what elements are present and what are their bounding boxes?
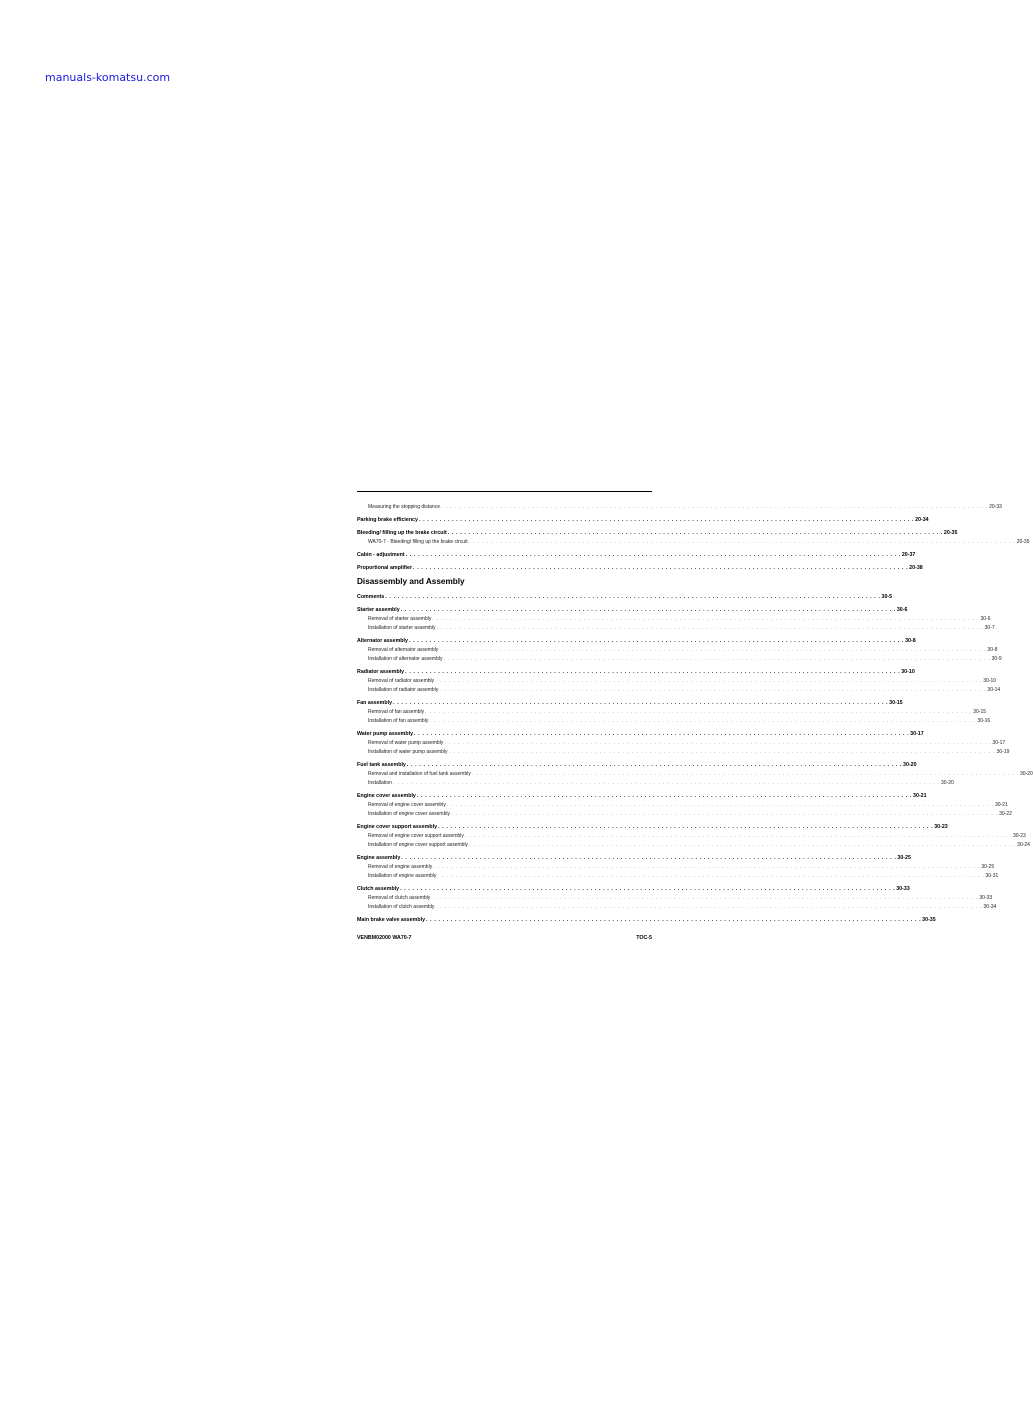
toc-entry[interactable]	[357, 854, 911, 863]
toc-leader-dots: . . . . . . . . . . . . . . . . . . . . . . . . . . . . . . . . . . . . . . . . . . . . . . . . . . . . . . . . . . . . . . . . . . . . . . . . . . . . . . . . . . . . . . . . . . . . . . . . . . . . . . . . . . . . . . . . . . . . . . . .	[385, 594, 881, 600]
toc-entry[interactable]	[357, 529, 958, 538]
toc-entry-page: 30-23	[934, 824, 948, 830]
toc-entry-title: Engine cover assembly	[357, 793, 416, 799]
toc-entry-page: 20-35	[1016, 539, 1030, 545]
toc-leader-dots: . . . . . . . . . . . . . . . . . . . . . . . . . . . . . . . . . . . . . . . . . . . . . . . . . . . . . . . . . . . . . . . . . . . . . . . . . . . . . . . . . . . . . . . . . . . . . . . . . . . . . . . . . . . . . . . . . . . . . . . .	[439, 647, 987, 653]
page-footer	[357, 935, 652, 941]
toc-entry-title: Installation of engine cover assembly	[368, 811, 450, 817]
toc-entry-title: Alternator assembly	[357, 638, 408, 644]
toc-entry-page: 30-21	[994, 802, 1008, 808]
toc-leader-dots: . . . . . . . . . . . . . . . . . . . . . . . . . . . . . . . . . . . . . . . . . . . . . . . . . . . . . . . . . . . . . . . . . . . . . . . . . . . . . . . . . . . . . . . . . . . . . . . . . . . . . . . . . . . . . . . . . . . . . . . .	[405, 669, 901, 675]
toc-entry-title: Removal of engine cover support assembly	[368, 833, 464, 839]
toc-entry-page: 30-8	[987, 647, 998, 653]
toc-page	[357, 491, 1033, 925]
toc-subentry[interactable]	[357, 677, 997, 686]
toc-entry-title: Engine cover support assembly	[357, 824, 438, 830]
toc-leader-dots: . . . . . . . . . . . . . . . . . . . . . . . . . . . . . . . . . . . . . . . . . . . . . . . . . . . . . . . . . . . . . . . . . . . . . . . . . . . . . . . . . . . . . . . . . . . . . . . . . . . . . . . . . . . . . . . . . . . . . . . .	[400, 886, 896, 892]
toc-leader-dots: . . . . . . . . . . . . . . . . . . . . . . . . . . . . . . . . . . . . . . . . . . . . . . . . . . . . . . . . . . . . . . . . . . . . . . . . . . . . . . . . . . . . . . . . . . . . . . . . . . . . . . . . . . . . . . . . . . . . . . . .	[418, 517, 915, 523]
toc-entry-page: 20-34	[915, 517, 929, 523]
toc-entry[interactable]	[357, 668, 915, 677]
toc-leader-dots: . . . . . . . . . . . . . . . . . . . . . . . . . . . . . . . . . . . . . . . . . . . . . . . . . . . . . . . . . . . . . . . . . . . . . . . . . . . . . . . . . . . . . . . . . . . . . . . . . . . . . . . . . . . . . . . . . . . . . . . .	[432, 616, 980, 622]
toc-entry-title: Radiator assembly	[357, 669, 405, 675]
toc-entry-page: 30-19	[996, 749, 1010, 755]
toc-entry-page: 30-24	[1017, 842, 1030, 848]
toc-leader-dots: . . . . . . . . . . . . . . . . . . . . . . . . . . . . . . . . . . . . . . . . . . . . . . . . . . . . . . . . . . . . . . . . . . . . . . . . . . . . . . . . . . . . . . . . . . . . . . . . . . . . . . . . . . . . . . . . . . . . . . . .	[447, 530, 943, 536]
toc-leader-dots: . . . . . . . . . . . . . . . . . . . . . . . . . . . . . . . . . . . . . . . . . . . . . . . . . . . . . . . . . . . . . . . . . . . . . . . . . . . . . . . . . . . . . . . . . . . . . . . . . . . . . . . . . . . . . . . . . . . . . . . .	[400, 607, 896, 613]
toc-entry[interactable]	[357, 916, 936, 925]
toc-entry-title: Removal and installation of fuel tank assembly	[368, 771, 471, 777]
toc-entry-page: 30-7	[984, 625, 995, 631]
toc-entry-title: Main brake valve assembly	[357, 917, 426, 923]
toc-subentry[interactable]	[357, 739, 1006, 748]
toc-entry-page: 30-33	[979, 895, 993, 901]
toc-entry-page: 30-15	[889, 700, 903, 706]
toc-entry-title: Installation of starter assembly	[368, 625, 436, 631]
toc-entry[interactable]	[357, 885, 910, 894]
toc-entry-page: 30-34	[983, 904, 997, 910]
toc-entry-page: 30-35	[922, 917, 936, 923]
toc-entry-title: Proportional amplifier	[357, 565, 413, 571]
toc-bottom-list	[357, 593, 1033, 925]
toc-leader-dots: . . . . . . . . . . . . . . . . . . . . . . . . . . . . . . . . . . . . . . . . . . . . . . . . . . . . . . . . . . . . . . . . . . . . . . . . . . . . . . . . . . . . . . . . . . . . . . . . . . . . . . . . . . . . . . . . . . . . . . . .	[406, 762, 902, 768]
toc-entry-page: 30-21	[913, 793, 927, 799]
toc-leader-dots: . . . . . . . . . . . . . . . . . . . . . . . . . . . . . . . . . . . . . . . . . . . . . . . . . . . . . . . . . . . . . . . . . . . . . . . . . . . . . . . . . . . . . . . . . . . . . . . . . . . . . . . . . . . . . . . . . . . . . . . .	[446, 802, 994, 808]
toc-entry-title: Clutch assembly	[357, 886, 400, 892]
toc-leader-dots: . . . . . . . . . . . . . . . . . . . . . . . . . . . . . . . . . . . . . . . . . . . . . . . . . . . . . . . . . . . . . . . . . . . . . . . . . . . . . . . . . . . . . . . . . . . . . . . . . . . . . . . . . . . . . . . . . . . . . . . .	[416, 793, 913, 799]
toc-entry-title: Bleeding/ filling up the brake circuit	[357, 530, 447, 536]
toc-leader-dots: . . . . . . . . . . . . . . . . . . . . . . . . . . . . . . . . . . . . . . . . . . . . . . . . . . . . . . . . . . . . . . . . . . . . . . . . . . . . . . . . . . . . . . . . . . . . . . . . . . . . . . . . . . . . . . . . . . . . . . . .	[437, 873, 985, 879]
toc-leader-dots: . . . . . . . . . . . . . . . . . . . . . . . . . . . . . . . . . . . . . . . . . . . . . . . . . . . . . . . . . . . . . . . . . . . . . . . . . . . . . . . . . . . . . . . . . . . . . . . . . . . . . . . . . . . . . . . . . . . . . . . .	[469, 842, 1017, 848]
toc-entry-title: Installation of alternator assembly	[368, 656, 443, 662]
toc-leader-dots: . . . . . . . . . . . . . . . . . . . . . . . . . . . . . . . . . . . . . . . . . . . . . . . . . . . . . . . . . . . . . . . . . . . . . . . . . . . . . . . . . . . . . . . . . . . . . . . . . . . . . . . . . . . . . . . . . . . . . . . .	[444, 740, 992, 746]
toc-subentry[interactable]	[357, 646, 998, 655]
toc-leader-dots: . . . . . . . . . . . . . . . . . . . . . . . . . . . . . . . . . . . . . . . . . . . . . . . . . . . . . . . . . . . . . . . . . . . . . . . . . . . . . . . . . . . . . . . . . . . . . . . . . . . . . . . . . . . . . . . . . . . . . . . .	[392, 780, 941, 786]
toc-entry-page: 30-20	[1019, 771, 1033, 777]
toc-entry-title: Measuring the stopping distance	[368, 504, 440, 510]
toc-entry-page: 30-25	[981, 864, 995, 870]
toc-leader-dots: . . . . . . . . . . . . . . . . . . . . . . . . . . . . . . . . . . . . . . . . . . . . . . . . . . . . . . . . . . . . . . . . . . . . . . . . . . . . . . . . . . . . . . . . . . . . . . . . . . . . . . . . . . . . . . . . . . . . . . . .	[438, 824, 934, 830]
site-link[interactable]: manuals-komatsu.com	[45, 71, 171, 84]
toc-subentry[interactable]	[357, 708, 987, 717]
toc-entry-page: 30-10	[901, 669, 915, 675]
toc-subentry[interactable]	[357, 655, 1002, 664]
toc-leader-dots: . . . . . . . . . . . . . . . . . . . . . . . . . . . . . . . . . . . . . . . . . . . . . . . . . . . . . . . . . . . . . . . . . . . . . . . . . . . . . . . . . . . . . . . . . . . . . . . . . . . . . . . . . . . . . . . . . . . . . . . .	[405, 552, 901, 558]
toc-leader-dots: . . . . . . . . . . . . . . . . . . . . . . . . . . . . . . . . . . . . . . . . . . . . . . . . . . . . . . . . . . . . . . . . . . . . . . . . . . . . . . . . . . . . . . . . . . . . . . . . . . . . . . . . . . . . . . . . . . . . . . . .	[439, 687, 987, 693]
toc-entry[interactable]	[357, 761, 917, 770]
toc-entry-title: Removal of clutch assembly	[368, 895, 431, 901]
toc-leader-dots: . . . . . . . . . . . . . . . . . . . . . . . . . . . . . . . . . . . . . . . . . . . . . . . . . . . . . . . . . . . . . . . . . . . . . . . . . . . . . . . . . . . . . . . . . . . . . . . . . . . . . . . . . . . . . . . . . . . . . . . .	[435, 678, 983, 684]
toc-entry-title: Removal of starter assembly	[368, 616, 432, 622]
toc-subentry[interactable]	[357, 801, 1008, 810]
toc-subentry[interactable]	[357, 903, 997, 912]
toc-entry-title: Comments	[357, 594, 385, 600]
toc-entry-page: 30-17	[992, 740, 1006, 746]
toc-entry-page: 30-33	[896, 886, 910, 892]
toc-leader-dots: . . . . . . . . . . . . . . . . . . . . . . . . . . . . . . . . . . . . . . . . . . . . . . . . . . . . . . . . . . . . . . . . . . . . . . . . . . . . . . . . . . . . . . . . . . . . . . . . . . . . . . . . . . . . . . . . . . . . . . . .	[413, 565, 909, 571]
toc-leader-dots: . . . . . . . . . . . . . . . . . . . . . . . . . . . . . . . . . . . . . . . . . . . . . . . . . . . . . . . . . . . . . . . . . . . . . . . . . . . . . . . . . . . . . . . . . . . . . . . . . . . . . . . . . . . . . . . . . . . . . . . .	[436, 625, 984, 631]
toc-entry-title: Water pump assembly	[357, 731, 414, 737]
toc-leader-dots: . . . . . . . . . . . . . . . . . . . . . . . . . . . . . . . . . . . . . . . . . . . . . . . . . . . . . . . . . . . . . . . . . . . . . . . . . . . . . . . . . . . . . . . . . . . . . . . . . . . . . . . . . . . . . . . . . . . . . . . .	[414, 731, 910, 737]
toc-entry[interactable]	[357, 823, 948, 832]
toc-entry[interactable]	[357, 792, 927, 801]
toc-leader-dots: . . . . . . . . . . . . . . . . . . . . . . . . . . . . . . . . . . . . . . . . . . . . . . . . . . . . . . . . . . . . . . . . . . . . . . . . . . . . . . . . . . . . . . . . . . . . . . . . . . . . . . . . . . . . . . . . . . . . . . . .	[393, 700, 889, 706]
toc-leader-dots: . . . . . . . . . . . . . . . . . . . . . . . . . . . . . . . . . . . . . . . . . . . . . . . . . . . . . . . . . . . . . . . . . . . . . . . . . . . . . . . . . . . . . . . . . . . . . . . . . . . . . . . . . . . . . . . . . . . . . . . .	[468, 539, 1016, 545]
footer-page-number: TOC-5	[636, 935, 652, 941]
toc-entry-page: 20-37	[901, 552, 916, 558]
toc-subentry[interactable]	[357, 894, 993, 903]
toc-leader-dots: . . . . . . . . . . . . . . . . . . . . . . . . . . . . . . . . . . . . . . . . . . . . . . . . . . . . . . . . . . . . . . . . . . . . . . . . . . . . . . . . . . . . . . . . . . . . . . . . . . . . . . . . . . . . . . . . . . . . . . . .	[429, 718, 977, 724]
toc-entry-title: Removal of engine cover assembly	[368, 802, 446, 808]
toc-entry-title: Removal of radiator assembly	[368, 678, 435, 684]
toc-entry-page: 30-9	[991, 656, 1002, 662]
toc-subentry[interactable]	[357, 841, 1030, 850]
toc-entry-page: 30-16	[977, 718, 991, 724]
toc-subentry[interactable]	[357, 686, 1001, 695]
toc-entry-title: Removal of engine assembly	[368, 864, 433, 870]
toc-subentry[interactable]	[357, 624, 995, 633]
toc-subentry[interactable]	[357, 770, 1033, 779]
toc-entry[interactable]	[357, 637, 916, 646]
toc-entry-page: 30-25	[897, 855, 911, 861]
toc-entry-page: 30-20	[903, 762, 917, 768]
toc-leader-dots: . . . . . . . . . . . . . . . . . . . . . . . . . . . . . . . . . . . . . . . . . . . . . . . . . . . . . . . . . . . . . . . . . . . . . . . . . . . . . . . . . . . . . . . . . . . . . . . . . . . . . . . . . . . . . . . . . . . . . . . .	[433, 864, 981, 870]
section-title: Disassembly and Assembly	[357, 577, 465, 586]
toc-subentry[interactable]	[357, 615, 991, 624]
toc-entry-page: 30-8	[905, 638, 916, 644]
toc-subentry[interactable]	[357, 863, 995, 872]
toc-leader-dots: . . . . . . . . . . . . . . . . . . . . . . . . . . . . . . . . . . . . . . . . . . . . . . . . . . . . . . . . . . . . . . . . . . . . . . . . . . . . . . . . . . . . . . . . . . . . . . . . . . . . . . . . . . . . . . . . . . . . . . . .	[431, 895, 979, 901]
toc-entry-title: WA70-7 - Bleeding/ filling up the brake circuit	[368, 539, 468, 545]
toc-leader-dots: . . . . . . . . . . . . . . . . . . . . . . . . . . . . . . . . . . . . . . . . . . . . . . . . . . . . . . . . . . . . . . . . . . . . . . . . . . . . . . . . . . . . . . . . . . . . . . . . . . . . . . . . . . . . . . . . . . . . . . . .	[408, 638, 905, 644]
toc-entry-title: Parking brake efficiency	[357, 517, 418, 523]
toc-entry[interactable]	[357, 699, 903, 708]
toc-entry-title: Installation of radiator assembly	[368, 687, 439, 693]
toc-leader-dots: . . . . . . . . . . . . . . . . . . . . . . . . . . . . . . . . . . . . . . . . . . . . . . . . . . . . . . . . . . . . . . . . . . . . . . . . . . . . . . . . . . . . . . . . . . . . . . . . . . . . . . . . . . . . . . . . . . . . . . . .	[426, 917, 922, 923]
toc-entry-title: Engine assembly	[357, 855, 401, 861]
toc-entry-title: Removal of fan assembly	[368, 709, 425, 715]
toc-entry[interactable]	[357, 730, 924, 739]
toc-entry-title: Installation of clutch assembly	[368, 904, 435, 910]
toc-entry[interactable]	[357, 516, 929, 525]
toc-entry-page: 30-23	[1013, 833, 1026, 839]
toc-entry-page: 20-38	[909, 565, 923, 571]
toc-entry-title: Cabin - adjustment	[357, 552, 405, 558]
header-rule	[357, 491, 652, 492]
toc-entry-page: 20-33	[989, 504, 1002, 510]
toc-entry-page: 20-35	[943, 530, 958, 536]
toc-entry[interactable]	[357, 593, 893, 602]
toc-entry-page: 30-10	[983, 678, 997, 684]
toc-leader-dots: . . . . . . . . . . . . . . . . . . . . . . . . . . . . . . . . . . . . . . . . . . . . . . . . . . . . . . . . . . . . . . . . . . . . . . . . . . . . . . . . . . . . . . . . . . . . . . . . . . . . . . . . . . . . . . . . . . . . . . . .	[464, 833, 1012, 839]
toc-entry-title: Removal of water pump assembly	[368, 740, 444, 746]
toc-entry-title: Installation	[368, 780, 392, 786]
toc-subentry[interactable]	[357, 503, 1002, 512]
toc-entry-page: 30-6	[980, 616, 991, 622]
toc-entry-title: Installation of engine cover support assembly	[368, 842, 469, 848]
toc-leader-dots: . . . . . . . . . . . . . . . . . . . . . . . . . . . . . . . . . . . . . . . . . . . . . . . . . . . . . . . . . . . . . . . . . . . . . . . . . . . . . . . . . . . . . . . . . . . . . . . . . . . . . . . . . . . . . . . . . . . . . . . .	[443, 656, 991, 662]
toc-subentry[interactable]	[357, 810, 1012, 819]
toc-subentry[interactable]	[357, 779, 954, 788]
toc-subentry[interactable]	[357, 832, 1026, 841]
toc-entry-page: 30-17	[910, 731, 924, 737]
toc-entry[interactable]	[357, 606, 908, 615]
toc-leader-dots: . . . . . . . . . . . . . . . . . . . . . . . . . . . . . . . . . . . . . . . . . . . . . . . . . . . . . . . . . . . . . . . . . . . . . . . . . . . . . . . . . . . . . . . . . . . . . . . . . . . . . . . . . . . . . . . . . . . . . . . .	[435, 904, 983, 910]
toc-leader-dots: . . . . . . . . . . . . . . . . . . . . . . . . . . . . . . . . . . . . . . . . . . . . . . . . . . . . . . . . . . . . . . . . . . . . . . . . . . . . . . . . . . . . . . . . . . . . . . . . . . . . . . . . . . . . . . . . . . . . . . . .	[448, 749, 996, 755]
toc-entry-page: 30-15	[973, 709, 987, 715]
toc-subentry[interactable]	[357, 717, 991, 726]
toc-entry-page: 30-22	[999, 811, 1012, 817]
toc-entry-page: 30-6	[896, 607, 908, 613]
toc-leader-dots: . . . . . . . . . . . . . . . . . . . . . . . . . . . . . . . . . . . . . . . . . . . . . . . . . . . . . . . . . . . . . . . . . . . . . . . . . . . . . . . . . . . . . . . . . . . . . . . . . . . . . . . . . . . . . . . . . . . . . . . .	[425, 709, 973, 715]
toc-entry-title: Fan assembly	[357, 700, 393, 706]
toc-subentry[interactable]	[357, 748, 1010, 757]
toc-entry-title: Installation of water pump assembly	[368, 749, 448, 755]
toc-entry-title: Starter assembly	[357, 607, 400, 613]
toc-subentry[interactable]	[357, 538, 1030, 547]
toc-entry-title: Installation of engine assembly	[368, 873, 437, 879]
toc-leader-dots: . . . . . . . . . . . . . . . . . . . . . . . . . . . . . . . . . . . . . . . . . . . . . . . . . . . . . . . . . . . . . . . . . . . . . . . . . . . . . . . . . . . . . . . . . . . . . . . . . . . . . . . . . . . . . . . . . . . . . . . .	[471, 771, 1019, 777]
toc-entry-title: Fuel tank assembly	[357, 762, 406, 768]
toc-entry-page: 30-31	[985, 873, 999, 879]
toc-leader-dots: . . . . . . . . . . . . . . . . . . . . . . . . . . . . . . . . . . . . . . . . . . . . . . . . . . . . . . . . . . . . . . . . . . . . . . . . . . . . . . . . . . . . . . . . . . . . . . . . . . . . . . . . . . . . . . . . . . . . . . . .	[451, 811, 999, 817]
toc-top-list	[357, 503, 1030, 573]
toc-leader-dots: . . . . . . . . . . . . . . . . . . . . . . . . . . . . . . . . . . . . . . . . . . . . . . . . . . . . . . . . . . . . . . . . . . . . . . . . . . . . . . . . . . . . . . . . . . . . . . . . . . . . . . . . . . . . . . . . . . . . . . . .	[401, 855, 897, 861]
toc-entry-page: 30-20	[941, 780, 954, 786]
toc-entry-page: 30-14	[987, 687, 1001, 693]
toc-subentry[interactable]	[357, 872, 999, 881]
toc-entry[interactable]	[357, 564, 923, 573]
toc-leader-dots: . . . . . . . . . . . . . . . . . . . . . . . . . . . . . . . . . . . . . . . . . . . . . . . . . . . . . . . . . . . . . . . . . . . . . . . . . . . . . . . . . . . . . . . . . . . . . . . . . . . . . . . . . . . . . . . . . . . . . . . .	[441, 504, 989, 510]
footer-doc-code: VENBM02000 WA70-7	[357, 935, 412, 941]
toc-entry-title: Removal of alternator assembly	[368, 647, 439, 653]
toc-entry-page: 30-5	[881, 594, 893, 600]
toc-entry-title: Installation of fan assembly	[368, 718, 429, 724]
toc-entry[interactable]	[357, 551, 916, 560]
